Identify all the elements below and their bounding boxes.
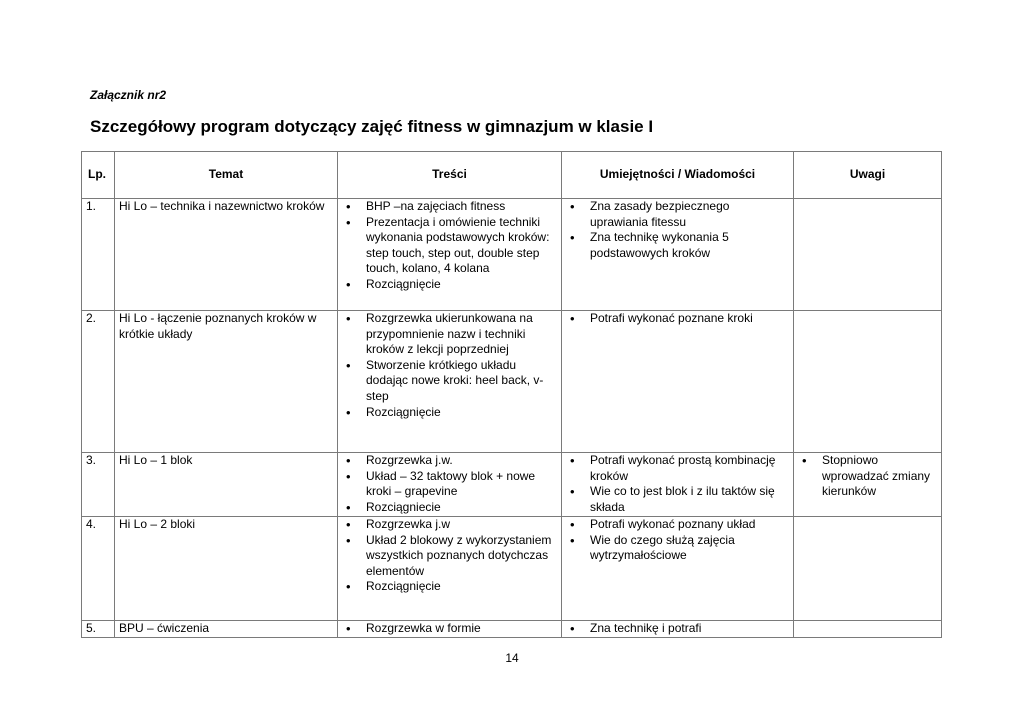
table-body xyxy=(82,199,942,638)
list-item: • Układ 2 blokowy z wykorzystaniem wszystkich poznanych dotychczas elementów xyxy=(342,533,557,580)
tresci-list xyxy=(342,621,557,637)
umiejetnosci-list xyxy=(566,517,789,564)
list-item: • Wie do czego służą zajęcia wytrzymałościowe xyxy=(566,533,789,564)
list-item: • Zna zasady bezpiecznego uprawiania fitessu xyxy=(566,199,789,230)
header-tresci: Treści xyxy=(338,152,562,199)
list-item: • Rozciągniecie xyxy=(342,500,557,516)
list-item: • Potrafi wykonać poznany układ xyxy=(566,517,789,533)
table-row xyxy=(82,311,942,453)
cell-lp: 3. xyxy=(82,453,115,517)
list-item: • Rozciągnięcie xyxy=(342,579,557,595)
cell-uwagi xyxy=(794,621,942,638)
tresci-list xyxy=(342,453,557,515)
uwagi-list xyxy=(798,453,937,500)
table-header-row xyxy=(82,152,942,199)
cell-tresci xyxy=(338,453,562,517)
list-item: • Rozgrzewka j.w xyxy=(342,517,557,533)
cell-umiejetnosci xyxy=(562,199,794,311)
list-item: • BHP –na zajęciach fitness xyxy=(342,199,557,215)
cell-temat: BPU – ćwiczenia xyxy=(115,621,338,638)
table-row xyxy=(82,453,942,517)
header-umiejetnosci: Umiejętności / Wiadomości xyxy=(562,152,794,199)
cell-umiejetnosci xyxy=(562,517,794,621)
cell-tresci xyxy=(338,517,562,621)
tresci-list xyxy=(342,517,557,595)
tresci-list xyxy=(342,311,557,420)
program-table xyxy=(81,151,942,638)
list-item: • Potrafi wykonać poznane kroki xyxy=(566,311,789,327)
cell-uwagi xyxy=(794,311,942,453)
cell-lp: 4. xyxy=(82,517,115,621)
cell-temat: Hi Lo – 1 blok xyxy=(115,453,338,517)
page-number: 14 xyxy=(505,651,519,665)
cell-tresci xyxy=(338,621,562,638)
list-item: • Układ – 32 taktowy blok + nowe kroki – grapevine xyxy=(342,469,557,500)
cell-lp: 2. xyxy=(82,311,115,453)
cell-uwagi xyxy=(794,517,942,621)
header-lp: Lp. xyxy=(82,152,115,199)
document-title: Szczegółowy program dotyczący zajęć fitness w gimnazjum w klasie I xyxy=(90,117,654,136)
list-item: • Prezentacja i omówienie techniki wykonania podstawowych kroków: step touch, step out, double step touch, kolano, 4 kolana xyxy=(342,215,557,277)
table-row xyxy=(82,517,942,621)
cell-temat: Hi Lo – technika i nazewnictwo kroków xyxy=(115,199,338,311)
list-item: • Zna technikę wykonania 5 podstawowych kroków xyxy=(566,230,789,261)
header-uwagi: Uwagi xyxy=(794,152,942,199)
tresci-list xyxy=(342,199,557,293)
list-item: • Zna technikę i potrafi xyxy=(566,621,789,637)
list-item: • Rozciągnięcie xyxy=(342,405,557,421)
cell-lp: 1. xyxy=(82,199,115,311)
cell-tresci xyxy=(338,311,562,453)
list-item: • Potrafi wykonać prostą kombinację kroków xyxy=(566,453,789,484)
list-item: • Stopniowo wprowadzać zmiany kierunków xyxy=(798,453,937,500)
cell-tresci xyxy=(338,199,562,311)
umiejetnosci-list xyxy=(566,199,789,261)
list-item: • Stworzenie krótkiego układu dodając nowe kroki: heel back, v-step xyxy=(342,358,557,405)
umiejetnosci-list xyxy=(566,621,789,637)
cell-umiejetnosci xyxy=(562,621,794,638)
list-item: • Rozgrzewka w formie xyxy=(342,621,557,637)
cell-lp: 5. xyxy=(82,621,115,638)
cell-uwagi xyxy=(794,199,942,311)
table-row xyxy=(82,199,942,311)
list-item: • Rozgrzewka ukierunkowana na przypomnienie nazw i techniki kroków z lekcji poprzedniej xyxy=(342,311,557,358)
cell-umiejetnosci xyxy=(562,453,794,517)
list-item: • Rozgrzewka j.w. xyxy=(342,453,557,469)
cell-uwagi xyxy=(794,453,942,517)
cell-temat: Hi Lo - łączenie poznanych kroków w krótkie układy xyxy=(115,311,338,453)
umiejetnosci-list xyxy=(566,311,789,327)
list-item: • Rozciągnięcie xyxy=(342,277,557,293)
table-row xyxy=(82,621,942,638)
cell-umiejetnosci xyxy=(562,311,794,453)
umiejetnosci-list xyxy=(566,453,789,515)
attachment-label: Załącznik nr2 xyxy=(90,88,167,102)
list-item: • Wie co to jest blok i z ilu taktów się składa xyxy=(566,484,789,515)
header-temat: Temat xyxy=(115,152,338,199)
cell-temat: Hi Lo – 2 bloki xyxy=(115,517,338,621)
